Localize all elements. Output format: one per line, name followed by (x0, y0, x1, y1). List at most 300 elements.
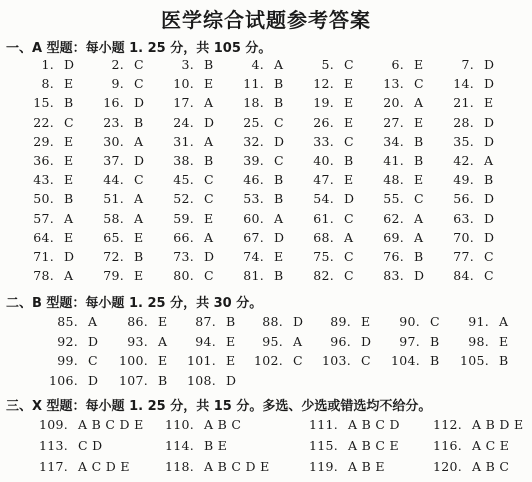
answer-letter: D (293, 314, 304, 329)
answer-letter: A (88, 314, 98, 329)
answer-item (368, 172, 423, 187)
answer-letter: C (414, 76, 424, 92)
answer-letter: B (414, 249, 424, 264)
answer-item (158, 153, 214, 168)
answer-item (245, 314, 303, 329)
answer-item (18, 95, 74, 110)
section-heading: 二、B 型题：每小题 1. 25 分，共 30 分。 (6, 296, 263, 311)
answer-item (298, 230, 353, 245)
answer-item (18, 153, 73, 168)
question-number: 110. (164, 417, 194, 432)
answer-letter: C (134, 76, 144, 92)
answer-item (438, 95, 493, 110)
question-number: 47. (313, 172, 334, 188)
question-number: 27. (383, 114, 404, 130)
answer-letter: E (64, 133, 74, 149)
answer-item (88, 191, 143, 206)
question-number: 26. (313, 114, 334, 130)
question-number: 84. (453, 268, 474, 284)
answer-letter: E (158, 353, 168, 369)
answer-letter: B (134, 114, 144, 130)
question-number: 38. (173, 153, 194, 168)
answer-item (18, 76, 73, 91)
answer-letter: E (484, 95, 494, 111)
answer-item (110, 353, 167, 368)
answer-item (110, 373, 168, 388)
answer-letter: C (414, 191, 424, 207)
question-number: 83. (383, 268, 404, 284)
answer-letter: D (484, 114, 495, 130)
question-number: 69. (383, 229, 404, 245)
answer-item (298, 76, 353, 91)
answer-letter: A B C E (348, 438, 399, 453)
answer-letter: E (226, 353, 236, 369)
question-number: 14. (453, 76, 474, 92)
question-number: 81. (243, 268, 264, 284)
answer-item (438, 249, 494, 264)
answer-letter: A B C (204, 417, 242, 432)
question-number: 97. (399, 333, 420, 349)
question-number: 108. (186, 372, 216, 388)
answer-letter: C (134, 172, 144, 188)
question-number: 45. (173, 172, 194, 188)
answer-letter: E (414, 172, 424, 188)
question-number: 49. (453, 172, 474, 188)
answer-letter: E (361, 314, 371, 329)
question-number: 51. (103, 191, 124, 207)
question-number: 75. (313, 249, 334, 264)
answer-item (368, 268, 424, 283)
question-number: 53. (243, 191, 264, 207)
question-number: 9. (111, 76, 124, 92)
answer-letter: E (64, 229, 74, 245)
answer-item (313, 314, 370, 329)
question-number: 7. (461, 57, 474, 72)
question-number: 77. (453, 249, 474, 264)
answer-item (298, 57, 354, 72)
answer-letter: C (274, 114, 284, 130)
answer-letter: D (484, 210, 495, 226)
answer-letter: A B D E (472, 417, 524, 432)
question-number: 42. (453, 153, 474, 168)
question-number: 67. (243, 229, 264, 245)
answer-item (40, 373, 98, 388)
answer-item (158, 76, 213, 91)
answer-item (368, 57, 423, 72)
answer-letter: A B E (348, 459, 385, 474)
answer-letter: C (344, 57, 354, 72)
answer-letter: A (274, 210, 284, 226)
answer-letter: D (204, 114, 215, 130)
question-number: 70. (453, 229, 474, 245)
answer-letter: A (414, 210, 424, 226)
question-number: 2. (111, 57, 124, 72)
answer-letter: B (484, 172, 494, 188)
question-number: 41. (383, 153, 404, 168)
answer-item (40, 353, 98, 368)
answer-letter: D (344, 191, 355, 207)
answer-letter: B (274, 95, 284, 111)
section-heading: 一、A 型题：每小题 1. 25 分，共 105 分。 (6, 41, 272, 56)
answer-letter: A (414, 95, 424, 111)
answer-item (298, 95, 353, 110)
question-number: 76. (383, 249, 404, 264)
answer-letter: E (414, 57, 424, 72)
question-number: 33. (313, 133, 334, 149)
answer-item (228, 230, 284, 245)
question-number: 116. (432, 438, 462, 453)
answer-letter: D (484, 76, 495, 92)
answer-item (158, 211, 213, 226)
answer-item (368, 211, 423, 226)
answer-item (178, 314, 236, 329)
answer-item (422, 459, 509, 474)
answer-item (178, 373, 236, 388)
question-number: 118. (164, 459, 194, 474)
question-number: 106. (48, 372, 78, 388)
question-number: 18. (243, 95, 264, 111)
answer-item (438, 191, 494, 206)
answer-letter: B E (204, 438, 228, 453)
answer-item (178, 334, 235, 349)
answer-letter: A (64, 210, 74, 226)
answer-letter: B (204, 57, 214, 72)
answer-letter: C (88, 353, 98, 369)
question-number: 20. (383, 95, 404, 111)
answer-item (154, 417, 241, 432)
answer-item (154, 438, 227, 453)
answer-letter: E (344, 95, 354, 111)
answer-item (88, 153, 144, 168)
question-number: 120. (432, 459, 462, 474)
answer-item (18, 134, 73, 149)
answer-letter: D (484, 133, 495, 149)
question-number: 64. (33, 229, 54, 245)
question-number: 5. (321, 57, 334, 72)
answer-item (154, 459, 270, 474)
question-number: 25. (243, 114, 264, 130)
answer-item (451, 314, 508, 329)
question-number: 73. (173, 249, 194, 264)
question-number: 12. (313, 76, 334, 92)
answer-letter: E (499, 333, 509, 349)
answer-item (298, 211, 354, 226)
answer-letter: B (134, 249, 144, 264)
question-number: 92. (57, 333, 78, 349)
question-number: 109. (38, 417, 68, 432)
answer-item (110, 314, 167, 329)
answer-letter: C (64, 114, 74, 130)
answer-item (228, 153, 284, 168)
question-number: 32. (243, 133, 264, 149)
answer-letter: E (64, 76, 74, 92)
answer-item (88, 115, 144, 130)
answer-letter: C (344, 210, 354, 226)
answer-letter: A (64, 268, 74, 284)
question-number: 103. (321, 353, 351, 369)
question-number: 79. (103, 268, 124, 284)
question-number: 13. (383, 76, 404, 92)
answer-item (368, 115, 423, 130)
question-number: 22. (33, 114, 54, 130)
answer-letter: E (64, 153, 74, 168)
question-number: 10. (173, 76, 194, 92)
question-number: 39. (243, 153, 264, 168)
question-number: 107. (118, 372, 148, 388)
answer-item (298, 438, 399, 453)
answer-letter: D (226, 372, 237, 388)
question-number: 65. (103, 229, 124, 245)
question-number: 8. (41, 76, 54, 92)
answer-letter: C (204, 268, 214, 284)
answer-item (158, 172, 214, 187)
answer-letter: A B C D E (204, 459, 270, 474)
answer-item (228, 191, 284, 206)
answer-item (18, 115, 74, 130)
answer-item (158, 134, 213, 149)
answer-item (313, 353, 371, 368)
answer-item (438, 172, 494, 187)
question-number: 11. (243, 76, 264, 92)
question-number: 94. (195, 333, 216, 349)
answer-item (158, 57, 214, 72)
answer-letter: B (226, 314, 236, 329)
question-number: 100. (118, 353, 148, 369)
question-number: 89. (330, 314, 351, 329)
answer-letter: C (134, 57, 144, 72)
question-number: 3. (181, 57, 194, 72)
question-number: 34. (383, 133, 404, 149)
question-number: 66. (173, 229, 194, 245)
answer-item (298, 153, 354, 168)
answer-letter: A (499, 314, 509, 329)
answer-letter: D (414, 268, 425, 284)
answer-item (438, 76, 494, 91)
answer-item (438, 268, 494, 283)
question-number: 31. (173, 133, 194, 149)
answer-item (28, 417, 144, 432)
answer-letter: E (344, 172, 354, 188)
answer-item (438, 115, 494, 130)
question-number: 102. (253, 353, 283, 369)
answer-letter: D (64, 57, 75, 72)
answer-letter: D (204, 249, 215, 264)
answer-item (88, 134, 143, 149)
answer-letter: A (414, 229, 424, 245)
page-title: 医学综合试题参考答案 (161, 8, 371, 32)
answer-letter: C (344, 268, 354, 284)
question-number: 114. (164, 438, 194, 453)
answer-item (158, 249, 214, 264)
answer-item (228, 134, 284, 149)
answer-letter: C (484, 249, 494, 264)
answer-letter: B (64, 95, 74, 111)
answer-item (158, 95, 213, 110)
question-number: 1. (41, 57, 54, 72)
question-number: 112. (432, 417, 462, 432)
answer-letter: A (134, 133, 144, 149)
answer-letter: D (134, 95, 145, 111)
answer-item (88, 249, 144, 264)
answer-letter: B (204, 153, 214, 168)
answer-item (88, 76, 144, 91)
question-number: 85. (57, 314, 78, 329)
question-number: 88. (262, 314, 283, 329)
answer-item (228, 172, 284, 187)
question-number: 98. (468, 333, 489, 349)
question-number: 55. (383, 191, 404, 207)
answer-item (298, 417, 400, 432)
answer-item (368, 95, 423, 110)
answer-letter: E (158, 314, 168, 329)
answer-letter: D (134, 153, 145, 168)
answer-item (228, 249, 283, 264)
answer-item (228, 76, 284, 91)
answer-letter: E (204, 210, 214, 226)
answer-item (368, 230, 423, 245)
answer-item (422, 417, 523, 432)
answer-item (313, 334, 371, 349)
answer-letter: A C D E (78, 459, 130, 474)
answer-letter: C D (78, 438, 103, 453)
answer-letter: D (64, 249, 75, 264)
answer-item (88, 230, 143, 245)
answer-item (422, 438, 509, 453)
answer-item (368, 76, 424, 91)
answer-letter: E (344, 114, 354, 130)
answer-item (88, 211, 143, 226)
question-number: 40. (313, 153, 334, 168)
answer-letter: A C E (472, 438, 510, 453)
answer-item (88, 57, 144, 72)
question-number: 54. (313, 191, 334, 207)
question-number: 111. (308, 417, 338, 432)
answer-item (298, 172, 353, 187)
answer-letter: A (134, 210, 144, 226)
question-number: 36. (33, 153, 54, 168)
question-number: 91. (468, 314, 489, 329)
answer-item (228, 57, 283, 72)
answer-item (451, 353, 509, 368)
answer-letter: A B C (472, 459, 510, 474)
answer-item (298, 268, 354, 283)
question-number: 57. (33, 210, 54, 226)
answer-item (368, 191, 424, 206)
question-number: 82. (313, 268, 334, 284)
question-number: 71. (33, 249, 54, 264)
question-number: 52. (173, 191, 194, 207)
answer-item (158, 230, 213, 245)
question-number: 93. (127, 333, 148, 349)
answer-item (88, 95, 144, 110)
answer-item (110, 334, 167, 349)
answer-item (18, 57, 74, 72)
answer-item (18, 249, 74, 264)
answer-item (40, 334, 98, 349)
section-heading: 三、X 型题：每小题 1. 25 分，共 15 分。多选、少选或错选均不给分。 (6, 399, 432, 414)
answer-item (18, 211, 73, 226)
answer-item (228, 211, 283, 226)
question-number: 6. (391, 57, 404, 72)
question-number: 63. (453, 210, 474, 226)
answer-item (88, 172, 144, 187)
question-number: 56. (453, 191, 474, 207)
answer-letter: D (274, 229, 285, 245)
question-number: 28. (453, 114, 474, 130)
answer-item (298, 115, 353, 130)
answer-letter: C (204, 191, 214, 207)
answer-item (88, 268, 143, 283)
answer-letter: B (499, 353, 509, 369)
question-number: 90. (399, 314, 420, 329)
question-number: 96. (330, 333, 351, 349)
question-number: 104. (390, 353, 420, 369)
answer-letter: D (484, 191, 495, 207)
answer-letter: E (226, 333, 236, 349)
answer-letter: C (344, 249, 354, 264)
answer-item (382, 334, 440, 349)
answer-letter: B (158, 372, 168, 388)
question-number: 86. (127, 314, 148, 329)
answer-letter: E (274, 249, 284, 264)
answer-item (158, 191, 214, 206)
question-number: 59. (173, 210, 194, 226)
answer-item (178, 353, 235, 368)
question-number: 43. (33, 172, 54, 188)
answer-letter: D (484, 57, 495, 72)
question-number: 62. (383, 210, 404, 226)
question-number: 87. (195, 314, 216, 329)
answer-letter: D (484, 229, 495, 245)
question-number: 23. (103, 114, 124, 130)
question-number: 113. (38, 438, 68, 453)
question-number: 17. (173, 95, 194, 111)
question-number: 50. (33, 191, 54, 207)
answer-item (28, 459, 130, 474)
answer-item (28, 438, 102, 453)
answer-item (228, 268, 284, 283)
answer-letter: D (361, 333, 372, 349)
answer-letter: A (344, 229, 354, 245)
answer-item (228, 115, 284, 130)
question-number: 119. (308, 459, 338, 474)
answer-item (158, 115, 214, 130)
question-number: 35. (453, 133, 474, 149)
answer-item (438, 153, 493, 168)
question-number: 19. (313, 95, 334, 111)
question-number: 95. (262, 333, 283, 349)
answer-item (18, 268, 73, 283)
question-number: 117. (38, 459, 68, 474)
answer-letter: B (274, 172, 284, 188)
answer-letter: A (204, 133, 214, 149)
answer-letter: E (134, 229, 144, 245)
question-number: 48. (383, 172, 404, 188)
answer-item (228, 95, 284, 110)
answer-item (438, 57, 494, 72)
question-number: 24. (173, 114, 194, 130)
question-number: 15. (33, 95, 54, 111)
answer-item (40, 314, 97, 329)
answer-letter: B (430, 353, 440, 369)
answer-item (298, 459, 385, 474)
answer-item (245, 334, 302, 349)
answer-letter: B (274, 191, 284, 207)
answer-letter: C (430, 314, 440, 329)
question-number: 115. (308, 438, 338, 453)
answer-letter: D (88, 333, 99, 349)
answer-letter: A (274, 57, 284, 72)
